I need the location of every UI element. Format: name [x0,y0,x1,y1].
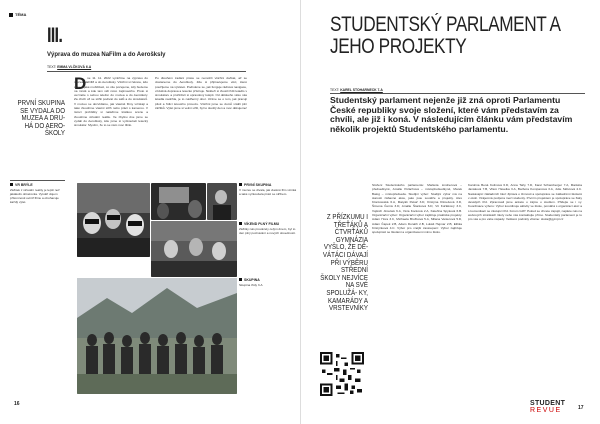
lead-paragraph: Studentský parlament nejenže již zná oproti Parlamentu České republiky svoje složení, které vám představím za chvíli, ale již i koná. V následujícím článku vám představím několik projektů Studentského parlamentu. [330,95,573,135]
photo-students [207,183,237,220]
drop-cap: D [74,74,87,93]
caption-group: SKUPINA Skupina třídy 3.A [239,278,297,287]
article-number: III. [47,24,63,47]
photo-screen [151,183,206,220]
body-column-1: ne 11. 11. 2022 vyrážíme na výpravu do muzea NaFilM a do Aeroškoly. Všichni si řeknou, kdo chce v jaké mobilizaci, co vše pozejeme, kdy budeme na místě a kde tam vidí něco zajímavého. Proto si vezměte s sebou telefon do muzea a do Aeroškoly. Za chvíli už se stihli podívat do sálů a do simulátorů. V muzeu se dozvídáme, jak vlastně filmy vznikají a také zkoušíme vlastní střih nebo práci s kamerou. V rámci prohlídky si natáčíme krátkou scénu a zkoušíme virtuální realitu. Ve zbytku dne jsme se vydali do Aeroškoly, kde jsme si vyzkoušeli letecký simulátor. Myslím, že to se nám moc líbilo. [74,76,148,128]
page-number: 17 [578,405,584,411]
section-marker-icon [9,13,13,17]
caption-film-day: VÍKEND PLNÝ FILMU Zážitky nás provázely celým dnem, byl to den plný poznávání a nových dovedností. [239,222,296,235]
magazine-logo: STUDENT REVUE [530,400,566,414]
divider [330,93,585,94]
section-label: TÉMA [9,12,26,17]
article-title: STUDENTSKÝ PARLAMENT A JEHO PROJEKTY [330,13,560,58]
pull-quote: PRVNÍ SKUPINA SE VYDALA DO MUZEA A DRU- HÁ DO AERO- ŠKOLY [17,100,66,138]
photo-simulator [151,221,237,277]
body-column-2: Po dlouhém zadání práce se nemohli všichni dočkat, až se dostaneme do Aeroškoly. Zde si připravujeme věci, které použijeme na výstavě. Podíváme se, jak funguje rádiová navigace, vzdušná doprava a letecké přístroje. Někteří si zkusili řídit letadlo v simulátoru a prohlíželi si opravdový kokpit. Od dětského věku nás letadla nadchla, je to nádherný obor. Učíme se o tom, jak pracují piloti a řídicí letového provozu. Všichni jsme se domů vrátili plní zážitků. Výlet jsme si velmi užili, byl to skvělý den a moc děkujeme! [155,76,247,111]
caption-first-group: PRVNÍ SKUPINA V muzeu se dívala, jak vlastně film vzniká a také vyzkoušela práci se střihem. [239,183,297,196]
photo-group [77,278,237,394]
photo-vr-headsets [77,183,150,257]
qr-code[interactable] [320,352,364,396]
page-number: 16 [14,401,20,407]
article-author: TEXT: KAREL STOHARNECK 7.A [330,88,383,92]
article-author: TEXT: EMMA VLČKOVÁ 6.A [47,65,92,69]
body-column-2: Karolína Bená Kolinová 6.D, Anna Tahy 7.D, Karel Schamberger 7.A, Markéta Janáková 7.B, Vilém Havelka 3.A, Barbora Kompanová 3.A, Julie Skřetová 4.C. Nastávající základních škol: Zpráva o činnosti a spolupráce se základními školami v okolí. Vzájemná podpora mezi studenty. Prvním projektem je spolupráce se žáky devátých tříd. Zpracovali jsme anketu o zájmu o studium. Přidejte se i vy. Koordinace výboru: Výbor koordinuje aktivity ve škole, pomáhá s organizací akcí a s komunikací se zástupci tříd. Forum GJP: Pokud se chcete zapojit, najdete nás na webových stránkách školy nebo nás kontaktujte přímo. Studentský parlament je tu pro vás a pro vaše nápady. Veškeré podněty vítáme: skola@gympl.cz [468,183,582,222]
body-column-1: Složení Studentského parlamentu: Markéta Lindnerová – předsedkyně, Amálie Poláchová – místopředsedkyně, Marek Balog – místopředseda. Studijní výbor: Studijní výbor má na starosti zábavné akce, jako jsou soutěže a projekty. Alex Klonkowská 6.A, Matyáš Pekař 3.D, Kristýna Klimešová 3.D, Šimona Černá 3.D, Amálie Štanková 6.D, Vít Kořátkový 3.C, Vojtěch Jiroušek 6.A, Věra Kocková 2.A, Kateřina Spyková 6.B. Organizační výbor: Organizační výbor zajišťuje praktické projekty. Adam Hora 3.C, Michaela Brožková 5.A, Milana Vanierová 5.D, Adam Čapek 2.B, Adam Donáth 2.B, Lukáš Hejmar 2.B, Eliška Kristýnková 4.C. Výbor pro vnější zastoupení: Výbor zajišťuje spolupráci se školami a organizacemi mimo školu. [372,183,462,235]
pull-quote: Z PŘÍZKUMU I TŘEŤÁKŮ A ČTVRŤÁKŮ GYMNÁZIA VYŠLO, ŽE DĚ- VÁTÁCI DÁVAJÍ PŘI VÝBĚRU STŘEDNÍ ŠKOLY NEJVÍCE NA SVÉ SPOLUŽÁ- KY, KAMARÁDY A VRSTEVNÍKY [320,214,368,313]
divider [47,71,246,72]
article-subtitle: Výprava do muzea NaFilm a do Aerošksly [47,52,166,58]
caption-vr: VR BRÝLE Zážitek z virtuální reality je lepší než jakákoliv obrazovka. Vytváří dojem přítomnosti uvnitř filmu a obohacuje každý výlet. [10,183,65,205]
divider [10,180,65,181]
